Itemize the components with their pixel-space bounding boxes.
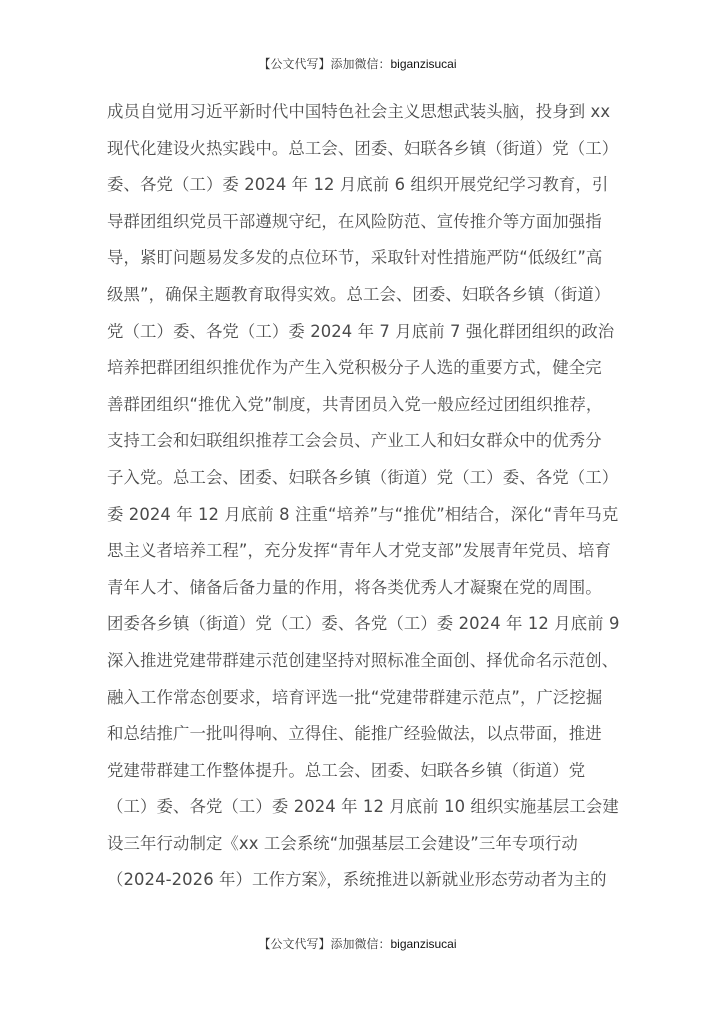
body-line: 导群团组织党员干部遵规守纪，在风险防范、宣传推介等方面加强指 bbox=[107, 211, 602, 231]
body-line: 和总结推广一批叫得响、立得住、能推广经验做法，以点带面，推进 bbox=[107, 724, 602, 744]
body-line: 委、各党（工）委 2024 年 12 月底前 6 组织开展党纪学习教育，引 bbox=[107, 175, 609, 195]
header-wechat-id: biganzisucai bbox=[390, 57, 457, 71]
body-line: 深入推进党建带群建示范创建坚持对照标准全面创、择优命名示范创、 bbox=[107, 650, 619, 670]
body-line: 党建带群建工作整体提升。总工会、团委、妇联各乡镇（街道）党 bbox=[107, 760, 586, 780]
page-header bbox=[0, 55, 715, 72]
document-body bbox=[107, 94, 627, 899]
body-line: 级黑”，确保主题教育取得实效。总工会、团委、妇联各乡镇（街道） bbox=[107, 284, 611, 304]
body-line: 委 2024 年 12 月底前 8 注重“培养”与“推优”相结合，深化“青年马克 bbox=[107, 504, 619, 524]
body-line: 培养把群团组织推优作为产生入党积极分子人选的重要方式，健全完 bbox=[107, 358, 602, 378]
body-line: （工）委、各党（工）委 2024 年 12 月底前 10 组织实施基层工会建 bbox=[107, 797, 619, 817]
body-line: 设三年行动制定《xx 工会系统“加强基层工会建设”三年专项行动 bbox=[107, 833, 578, 853]
footer-label: 【公文代写】添加微信： bbox=[258, 937, 391, 951]
body-line: 团委各乡镇（街道）党（工）委、各党（工）委 2024 年 12 月底前 9 bbox=[107, 614, 620, 634]
body-line: 思主义者培养工程”，充分发挥“青年人才党支部”发展青年党员、培育 bbox=[107, 541, 612, 561]
footer-wechat-id: biganzisucai bbox=[390, 937, 457, 951]
body-line: 善群团组织“推优入党”制度，共青团员入党一般应经过团组织推荐， bbox=[107, 394, 603, 414]
body-line: 支持工会和妇联组织推荐工会会员、产业工人和妇女群众中的优秀分 bbox=[107, 431, 602, 451]
body-line: 导，紧盯问题易发多发的点位环节，采取针对性措施严防“低级红”高 bbox=[107, 248, 603, 268]
header-label: 【公文代写】添加微信： bbox=[258, 57, 391, 71]
body-line: 现代化建设火热实践中。总工会、团委、妇联各乡镇（街道）党（工） bbox=[107, 138, 619, 158]
body-line: 党（工）委、各党（工）委 2024 年 7 月底前 7 强化群团组织的政治 bbox=[107, 321, 615, 341]
body-line: 成员自觉用习近平新时代中国特色社会主义思想武装头脑，投身到 xx bbox=[107, 102, 611, 121]
body-line: 融入工作常态创要求，培育评选一批“党建带群建示范点”，广泛挖掘 bbox=[107, 687, 603, 707]
page-footer bbox=[0, 935, 715, 952]
body-line: 子入党。总工会、团委、妇联各乡镇（街道）党（工）委、各党（工） bbox=[107, 467, 619, 487]
body-line: （2024-2026 年）工作方案》，系统推进以新就业形态劳动者为主的 bbox=[107, 870, 607, 890]
body-line: 青年人才、储备后备力量的作用，将各类优秀人才凝聚在党的周围。 bbox=[107, 577, 602, 597]
